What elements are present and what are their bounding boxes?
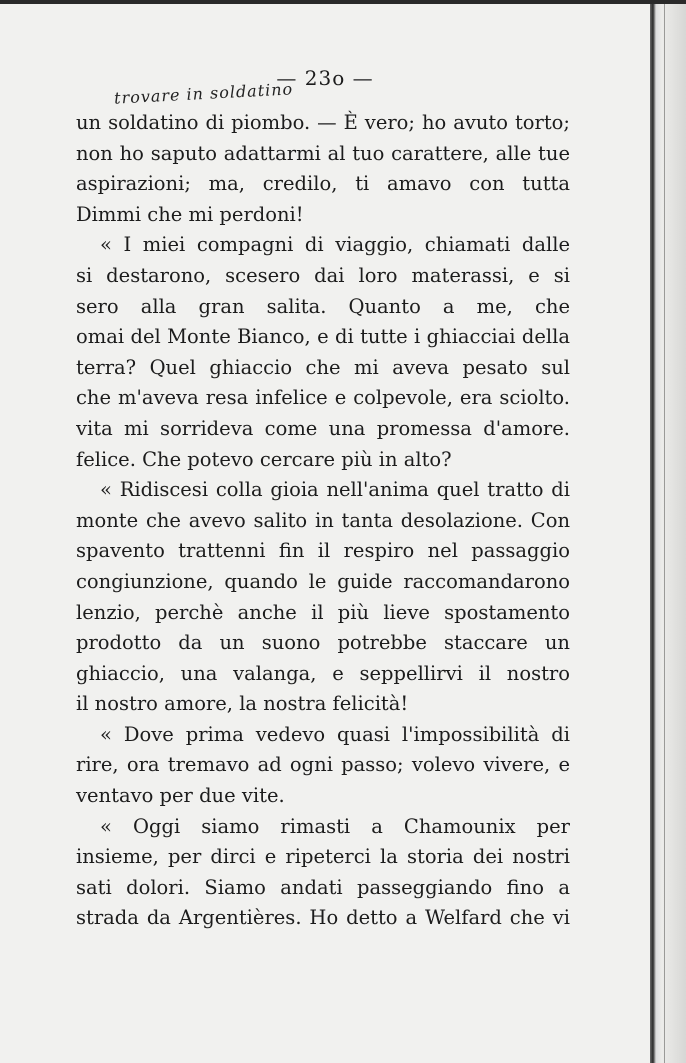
text-line: lenzio, perchè anche il più lieve spostamento (76, 600, 570, 624)
text-line: sati dolori. Siamo andati passeggiando fino a (76, 875, 570, 899)
text-line: congiunzione, quando le guide raccomandarono (76, 569, 570, 593)
text-line: omai del Monte Bianco, e di tutte i ghiacciai della (76, 325, 570, 349)
body-text (76, 108, 570, 934)
text-line: terra? Quel ghiaccio che mi aveva pesato sul (76, 355, 570, 379)
text-line: monte che avevo salito in tanta desolazione. Con (76, 508, 570, 532)
text-line: ghiaccio, una valanga, e seppellirvi il nostro (76, 661, 570, 685)
text-line: spavento trattenni fin il respiro nel passaggio (76, 539, 570, 563)
page-edge (650, 0, 686, 1063)
text-line: non ho saputo adattarmi al tuo carattere, alle tue (76, 141, 570, 165)
text-line: sero alla gran salita. Quanto a me, che (76, 294, 570, 318)
text-line: che m'aveva resa infelice e colpevole, era sciolto. (76, 386, 570, 410)
text-line: vita mi sorrideva come una promessa d'amore. (76, 416, 570, 440)
text-line: strada da Argentières. Ho detto a Welfard che vi (76, 906, 570, 930)
text-line: felice. Che potevo cercare più in alto? (76, 447, 452, 471)
text-line: un soldatino di piombo. — È vero; ho avuto torto; (76, 111, 570, 134)
text-line: Dimmi che mi perdoni! (76, 202, 304, 226)
scan-border (0, 0, 686, 4)
page-number: — 23o — (276, 66, 374, 90)
text-line: il nostro amore, la nostra felicità! (76, 692, 409, 716)
text-line: « Ridiscesi colla gioia nell'anima quel tratto di (100, 478, 570, 502)
text-line: rire, ora tremavo ad ogni passo; volevo vivere, e (76, 753, 570, 777)
text-line: aspirazioni; ma, credilo, ti amavo con tutta (76, 172, 570, 196)
text-line: ventavo per due vite. (76, 784, 285, 808)
handwritten-annotation: trovare in soldatino (113, 79, 294, 108)
text-line: prodotto da un suono potrebbe staccare un (76, 631, 570, 655)
text-line: si destarono, scesero dai loro materassi, e si (76, 263, 570, 287)
text-line: « I miei compagni di viaggio, chiamati dalle (100, 233, 570, 257)
text-line: « Oggi siamo rimasti a Chamounix per (100, 814, 570, 838)
text-line: insieme, per dirci e ripeterci la storia dei nostri (76, 845, 570, 869)
text-line: « Dove prima vedevo quasi l'impossibilità di (100, 722, 570, 746)
